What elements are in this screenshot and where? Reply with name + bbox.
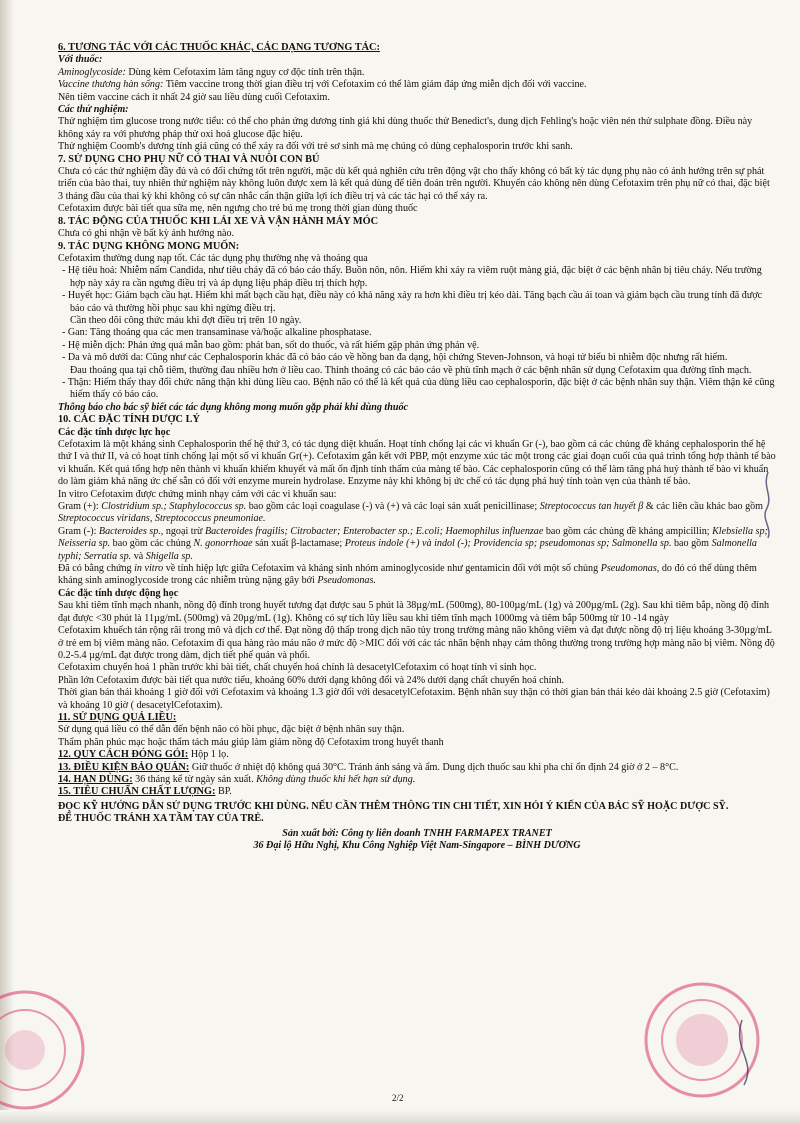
aminoglycoside-text: Dùng kèm Cefotaxim làm tăng nguy cơ độc tính trên thận.: [125, 66, 365, 78]
vaccine-label: Vaccine thương hàn sống:: [58, 79, 164, 91]
gram-neg-j: Proteus indole (+) và indol (-); Providencia sp; pseudomonas sp; Salmonella sp.: [344, 538, 672, 550]
gram-pos-e: & các liên cầu khác bao gồm: [643, 501, 764, 513]
pharmacokinetics-label: Các đặc tính dược động học: [58, 587, 179, 599]
gram-neg-g: bao gồm các chủng: [110, 538, 194, 550]
pk-paragraph-2: Cefotaxim khuếch tán rộng rãi trong mô và dịch cơ thể. Đạt nồng độ thấp trong dịch não tủy trong trường màng não không viêm và đạt được nồng độ trị liệu khoảng 3-30µg/mL ở trẻ em bị viêm màng não. Cefotaxim đi qua hàng rào máu não ở mức độ >MIC đối với các tác nhân bệnh nhạy cảm thông thường trong trường hợp màng não bị viêm. Nồng độ 0.2-5.4 µg/mL đạt được trong dàm, dịch tiết phế quản và phổi.: [58, 625, 775, 661]
section-15: [58, 786, 776, 798]
pk-paragraph-5: Thời gian bán thải khoảng 1 giờ đối với Cefotaxim và khoảng 1.3 giờ đối với desacetylCefotaxim. Bệnh nhân suy thận có thời gian bán thải kéo dài khoảng 2.5 giờ (Cefotaxim) và khoảng 10 giờ ( desacetylCefotaxim).: [58, 687, 770, 711]
invitro-line: In vitro Cefotaxim được chứng minh nhạy cảm với các vi khuẩn sau:: [58, 488, 337, 500]
section-13: [58, 762, 776, 774]
page-shadow-bottom: [0, 1110, 800, 1124]
tests-paragraph-2: Thử nghiệm Coomb's dương tính giả cũng có thể xảy ra đối với trẻ sơ sinh mà mẹ chúng có dùng cephalosporin trước khi sanh.: [58, 141, 573, 153]
section-14-italic: Không dùng thuốc khi hết hạn sử dụng.: [256, 773, 416, 785]
gram-pos-f: Streptococcus viridans, Streptococcus pneumoniae.: [58, 513, 266, 525]
pk-paragraph-3: Cefotaxim chuyển hoá 1 phần trước khi bài tiết, chất chuyển hoá chính là desacetylCefotaxim có hoạt tính vi sinh học.: [58, 662, 537, 674]
section-14-label: 14. HẠN DÙNG:: [58, 773, 133, 785]
section-8-paragraph: Chưa có ghi nhận về bất kỳ ảnh hưởng nào.: [58, 228, 235, 240]
section-9-intro: Cefotaxim thường dung nạp tốt. Các tác dụng phụ thường nhẹ và thoáng qua: [58, 252, 368, 264]
gram-neg-e: bao gồm các chủng đề kháng ampicillin;: [543, 525, 713, 537]
gram-neg-h: N. gonorrhoae: [193, 538, 253, 550]
adverse-blood-note: Cần theo dõi công thức máu khi đợt điều trị trên 10 ngày.: [70, 314, 302, 326]
section-12-label: 12. QUY CÁCH ĐÓNG GÓI:: [58, 749, 189, 761]
adverse-skin-extra: Đau thoáng qua tại chỗ tiêm, thường đau nhiều hơn ở liều cao. Thỉnh thoảng có các báo cáo về phù tĩnh mạch ở các bệnh nhân sử dụng Cefotaxim qua đường tĩnh mạch.: [70, 364, 752, 376]
section-8-title: 8. TÁC ĐỘNG CỦA THUỐC KHI LÁI XE VÀ VẬN HÀNH MÁY MÓC: [58, 215, 379, 227]
synergy-e: do đó có thể dùng thêm kháng sinh aminoglycoside trong các nhiễm trùng nặng gây bởi: [58, 563, 757, 587]
section-11-paragraph-1: Sử dụng quá liều có thể dẫn đến bệnh não có hồi phục, đặc biệt ở bệnh nhân suy thận.: [58, 724, 405, 736]
pharmacodynamics-paragraph: Cefotaxim là một kháng sinh Cephalosporin thế hệ thứ 3, có tác dụng diệt khuẩn. Hoạt tính chống lại các vi khuẩn Gr (-), bao gồm cả các chủng đề kháng cephalosporin thế hệ thứ I và thứ II, và có hoạt tính chống lại một số vi khuẩn Gr(+). Cefotaxim gắn kết với PBP, một enzyme xúc tác một trong các giai đoạn cuối của quá trình tổng hợp thành tế bào vi khuẩn. Kết quả tổng hợp nên thành vi khuẩn khiếm khuyết và mất ổn định tính thẩm của màng tế bào. Các cephalosporin cũng có thể làm tăng phá huỷ thành tế bào vi khuẩn do làm giảm khả năng ức chế sẵn có đối với enzyme murein hydrolase. Enzyme này khi không bị ức chế có tác dụng phá huỷ tính toàn vẹn của thành tế bào.: [58, 439, 776, 488]
pk-paragraph-4: Phần lớn Cefotaxim được bài tiết qua nước tiểu, khoảng 60% dưới dạng không đổi và 24% dưới dạng chất chuyển hoá chính.: [58, 674, 565, 686]
pk-paragraph-1: Sau khi tiêm tĩnh mạch nhanh, nồng độ đỉnh trong huyết tương đạt được sau 5 phút là 38µg/mL (500mg), 80-100µg/mL (1g) và 200µg/mL (2g). Sau khi tiêm bắp, nồng độ đỉnh đạt được <30 phút là 11µg/mL (500mg) và 20µg/mL (1g). Không có sự tích lũy liều sau khi tiêm tĩnh mạch 1000mg và tiêm bắp 500mg từ 10 -14 ngày: [58, 600, 770, 624]
adverse-item-skin: - Da và mô dưới da: Cũng như các Cephalosporin khác đã có báo cáo về hồng ban đa dạng, hội chứng Steven-Johnson, và hoại tử biểu bì nhiễm độc nhưng rất hiếm.: [62, 352, 728, 364]
synergy-d: Pseudomonas,: [600, 563, 660, 575]
section-6-title: 6. TƯƠNG TÁC VỚI CÁC THUỐC KHÁC, CÁC DẠNG TƯƠNG TÁC:: [58, 42, 380, 53]
vaccine-line: [58, 79, 776, 91]
gram-neg-k: bao gồm: [671, 538, 712, 550]
gram-pos-c: bao gồm các loại coagulase (-) và (+) và các loại sản xuất penicillinase;: [246, 501, 540, 513]
gram-pos-d: Streptococcus tan huyết β: [539, 501, 644, 513]
gram-neg-a: Gram (-):: [58, 525, 99, 537]
section-10-title: 10. CÁC ĐẶC TÍNH DƯỢC LÝ: [58, 414, 200, 426]
aminoglycoside-label: Aminoglycoside:: [58, 66, 126, 78]
adverse-item-blood: - Huyết học: Giảm bạch cầu hạt. Hiếm khi mất bạch cầu hạt, điều này có khả năng xảy ra hơn khi điều trị kéo dài. Tăng bạch cầu ái toan và giảm bạch cầu trung tính đã được báo cáo và thường hồi phục sau khi ngừng điều trị.: [62, 290, 763, 314]
manufacturer-line: Sản xuất bởi: Công ty liên doanh TNHH FARMAPEX TRANET: [282, 827, 552, 839]
gram-neg-d: Bacteroides fragilis; Citrobacter; Enterobacter sp.; E.coli; Haemophilus influenzae: [204, 525, 544, 537]
adverse-item-liver: - Gan: Tăng thoáng qua các men transaminase và/hoặc alkaline phosphatase.: [62, 327, 372, 339]
section-11-title: 11. SỬ DỤNG QUÁ LIỀU:: [58, 711, 177, 723]
address-line: 36 Đại lộ Hữu Nghị, Khu Công Nghiệp Việt Nam-Singapore – BÌNH DƯƠNG: [253, 840, 581, 851]
section-13-text: Giữ thuốc ở nhiệt độ không quá 30°C. Tránh ánh sáng và ẩm. Dung dịch thuốc sau khi pha chỉ ổn định 24 giờ ở 2 – 8°C.: [189, 761, 679, 773]
section-14: [58, 774, 776, 786]
aminoglycoside-line: [58, 67, 776, 79]
tests-paragraph-1: Thử nghiệm tìm glucose trong nước tiểu: có thể cho phản ứng dương tính giả khi dùng thuốc thử Benedict's, dung dịch Fehling's hoặc viên nén thử sulphate đồng. Điều này không xảy ra với phương pháp thử oxi hoá glucose đặc hiệu.: [58, 116, 753, 140]
gram-neg-m: và: [131, 550, 146, 562]
vaccine-text: Tiêm vaccine trong thời gian điều trị với Cefotaxim có thể làm giảm đáp ứng miễn dịch đối với vaccine.: [163, 79, 587, 91]
leaflet-body: [58, 42, 776, 852]
gram-positive-line: [58, 501, 776, 526]
company-seal-right: [632, 980, 772, 1100]
section-7-paragraph-2: Cefotaxim được bài tiết qua sữa mẹ, nên ngưng cho trẻ bú mẹ trong thời gian dùng thuốc: [58, 203, 418, 215]
gram-neg-f: Klebsiella sp; Neisseria sp.: [58, 525, 768, 550]
gram-negative-line: [58, 526, 776, 563]
tests-label: Các thử nghiệm:: [58, 104, 129, 116]
section-12: [58, 749, 776, 761]
gram-pos-a: Gram (+):: [58, 501, 102, 513]
adverse-item-immune: - Hệ miễn dịch: Phản ứng quá mẫn bao gồm: phát ban, sốt do thuốc, và rất hiếm gặp phản ứng phản vệ.: [62, 339, 480, 351]
with-drugs-label: Với thuốc:: [58, 54, 103, 66]
section-7-paragraph-1: Chưa có các thử nghiệm đầy đủ và có đối chứng tốt trên người, mặc dù kết quả nghiên cứu trên động vật cho thấy không có bất kỳ tác dụng phụ nào có ảnh hưởng trên sự phát triển của bào thai, tuy nhiên thử nghiệm này không luôn được xem là kết quả dùng để tiên đoán trên người. Khuyến cáo không nên dùng Cefotaxim trên phụ nữ có thai, đặc biệt 3 tháng đầu của thai kỳ khi không có sự cân nhắc cẩn thận giữa lợi ích điều trị và các tác hại có thể xảy ra.: [58, 166, 770, 202]
pharmacodynamics-label: Các đặc tính dược lực học: [58, 426, 171, 438]
section-13-label: 13. ĐIỀU KIỆN BẢO QUẢN:: [58, 761, 190, 773]
synergy-a: Đã có bằng chứng: [58, 563, 135, 575]
adverse-item-digestive: - Hệ tiêu hoá: Nhiễm nấm Candida, như tiêu chảy đã có báo cáo thấy. Buồn nôn, nôn. Hiếm khi xảy ra viêm ruột màng giả, đặc biệt ở các bệnh nhân bị tiêu chảy. Nếu trường hợp này xảy ra cần ngưng điều trị và áp dụng liệu pháp điều trị thích hợp.: [62, 265, 762, 289]
adverse-notice: Thông báo cho bác sỹ biết các tác dụng không mong muốn gặp phải khi dùng thuốc: [58, 401, 408, 413]
gram-neg-l: Salmonella typhi; Serratia sp.: [58, 538, 757, 562]
section-15-text: BP.: [215, 786, 232, 798]
section-11-paragraph-2: Thẩm phân phúc mạc hoặc thẩm tách máu giúp làm giảm nồng độ Cefotaxim trong huyết thanh: [58, 736, 444, 748]
section-9-title: 9. TÁC DỤNG KHÔNG MONG MUỐN:: [58, 240, 240, 252]
read-instructions-warning: ĐỌC KỸ HƯỚNG DẪN SỬ DỤNG TRƯỚC KHI DÙNG. NẾU CẦN THÊM THÔNG TIN CHI TIẾT, XIN HỎI Ý KIẾN CỦA BÁC SỸ HOẶC DƯỢC SỸ.: [58, 800, 729, 812]
synergy-line: [58, 563, 776, 588]
synergy-c: về tính hiệp lực giữa Cefotaxim và kháng sinh nhóm aminoglycoside như gentamicin đối với một số chủng: [163, 563, 601, 575]
gram-neg-n: Shigella sp.: [145, 550, 193, 562]
gram-pos-b: Clostridium sp.; Staphylococcus sp.: [101, 501, 247, 513]
synergy-f: Pseudomonas.: [317, 575, 376, 587]
section-12-text: Hộp 1 lọ.: [188, 749, 229, 761]
section-15-label: 15. TIÊU CHUẨN CHẤT LƯỢNG:: [58, 786, 216, 798]
synergy-b: in vitro: [134, 563, 164, 575]
section-14-text: 36 tháng kể từ ngày sản xuất.: [132, 773, 257, 785]
vaccine-line-2: Nên tiêm vaccine cách ít nhất 24 giờ sau liều dùng cuối Cefotaxim.: [58, 91, 330, 103]
page-number: 2/2: [392, 1093, 404, 1103]
gram-neg-c: ngoại trừ: [163, 525, 205, 537]
gram-neg-b: Bacteroides sp.,: [98, 525, 164, 537]
section-7-title: 7. SỬ DỤNG CHO PHỤ NỮ CÓ THAI VÀ NUÔI CON BÚ: [58, 153, 320, 165]
keep-away-warning: ĐỂ THUỐC TRÁNH XA TẦM TAY CỦA TRẺ.: [58, 813, 264, 825]
adverse-item-kidney: - Thận: Hiếm thấy thay đổi chức năng thận khi dùng liều cao. Bệnh não có thể là kết quả của dùng liều cao cephalosporin, đặc biệt ở các bệnh nhân suy thận. Viêm thận kẽ cũng hiếm thấy có báo cáo.: [62, 376, 775, 401]
page-shadow-left: [0, 0, 14, 1124]
gram-neg-i: sản xuất β-lactamase;: [252, 538, 345, 550]
